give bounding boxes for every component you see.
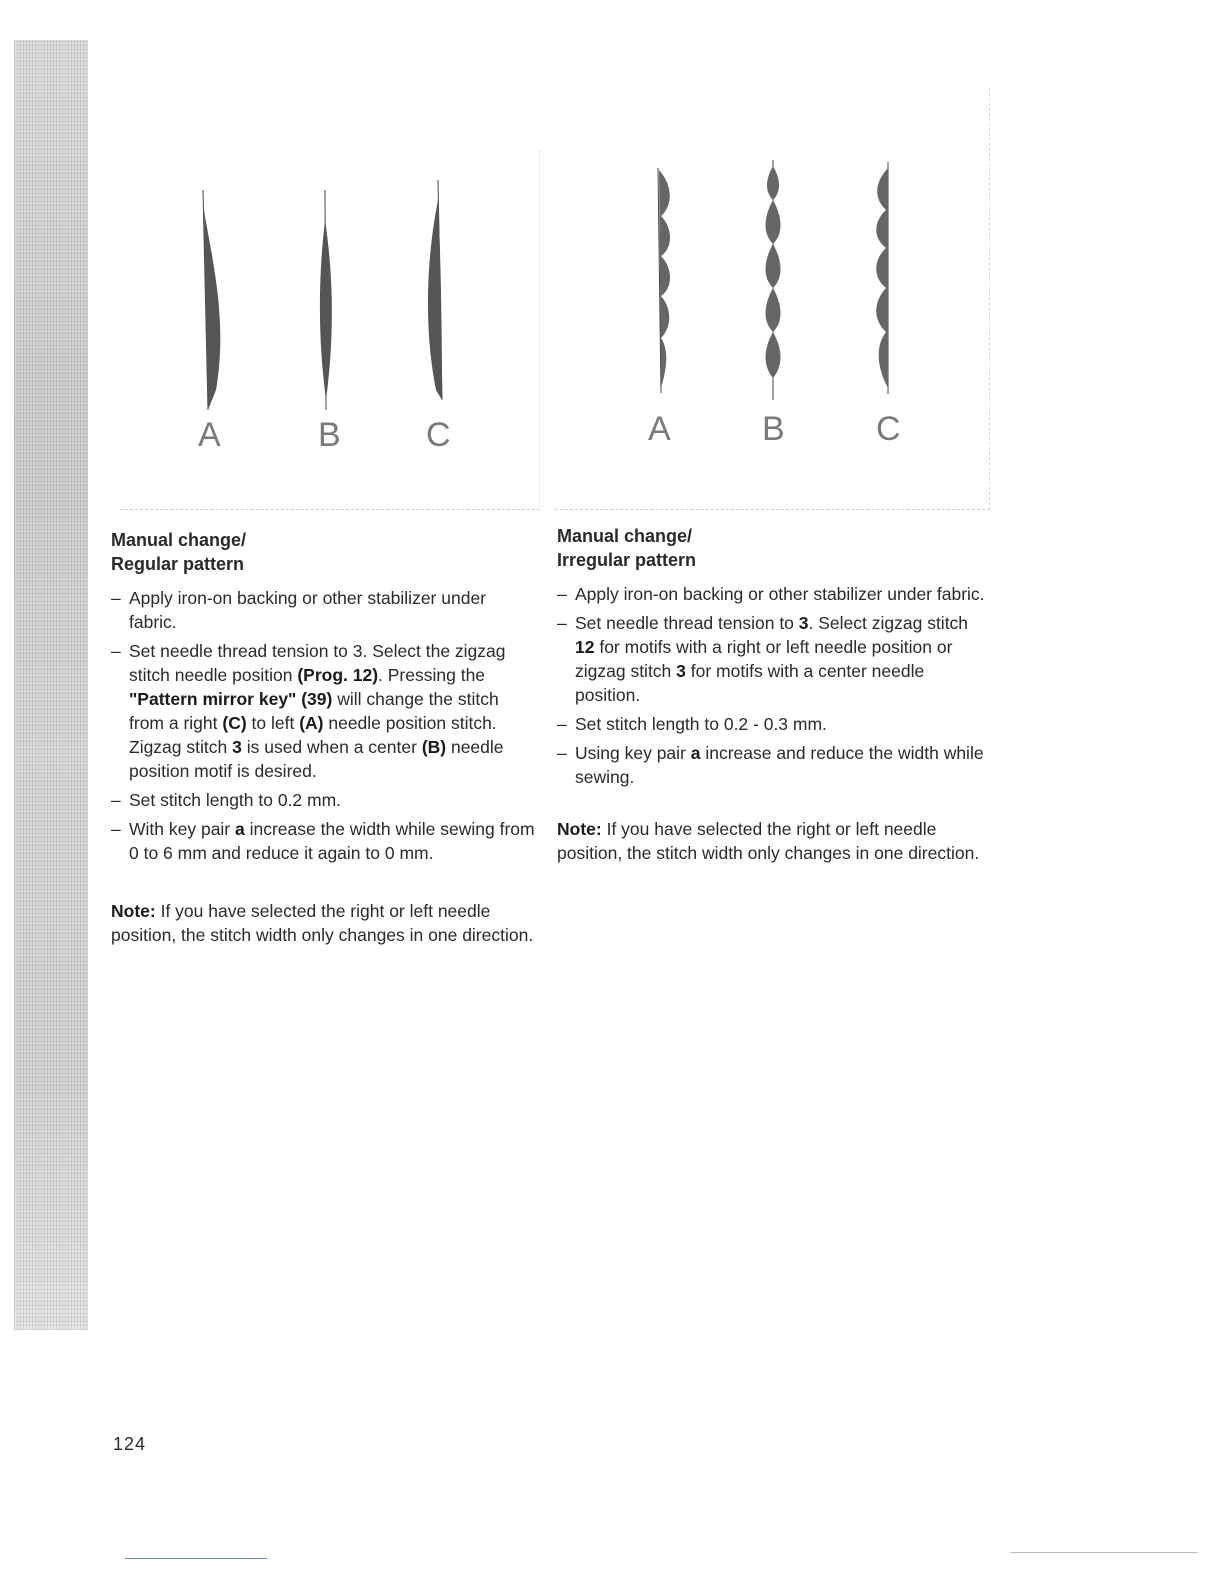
regular-pattern-section <box>111 528 536 965</box>
instruction-text: is used when a center <box>241 737 422 757</box>
instruction-text: for motifs with a center needle position. <box>575 661 925 705</box>
emphasis-text: (B) <box>421 737 447 757</box>
figure-label-c: C <box>876 410 901 448</box>
section-heading <box>111 528 536 576</box>
page-number: 124 <box>113 1434 147 1454</box>
instruction-text: for motifs with a right or left needle position or zigzag stitch <box>575 637 953 681</box>
instruction-item <box>111 586 536 634</box>
figure-label-c: C <box>426 416 451 454</box>
scanned-margin-strip <box>14 40 88 1330</box>
instruction-text: Using key pair <box>575 743 691 763</box>
note-text: If you have selected the right or left needle position, the stitch width only changes in one direction. <box>557 819 980 863</box>
irregular-pattern-figure <box>555 88 990 510</box>
heading-line-2: Irregular pattern <box>557 550 697 570</box>
emphasis-text: 3 <box>676 661 686 681</box>
instruction-text: needle position motif is desired. <box>129 737 504 781</box>
emphasis-text: "Pattern mirror key" (39) <box>129 689 333 709</box>
instruction-text: Set stitch length to 0.2 - 0.3 mm. <box>575 714 827 734</box>
emphasis-text: 3 <box>232 737 242 757</box>
instruction-item <box>111 788 536 812</box>
emphasis-text: 3 <box>798 613 809 633</box>
instruction-text: With key pair <box>129 819 235 839</box>
instruction-list <box>557 582 987 789</box>
instruction-list <box>111 586 536 865</box>
instruction-text: increase and reduce the width while sewing. <box>575 743 984 787</box>
instruction-text: . Select zigzag stitch <box>808 613 969 633</box>
section-heading <box>557 524 987 572</box>
emphasis-text: (Prog. 12) <box>297 665 379 685</box>
note-label: Note: <box>111 901 156 921</box>
instruction-text: Apply iron-on backing or other stabilizer under fabric. <box>129 588 486 632</box>
figure-label-b: B <box>762 410 785 448</box>
emphasis-text: 12 <box>575 637 595 657</box>
heading-line-1: Manual change/ <box>557 526 693 546</box>
note-label: Note: <box>557 819 602 839</box>
instruction-text: will change the stitch from a right <box>129 689 499 733</box>
emphasis-text: a <box>235 819 245 839</box>
figure-label-a: A <box>648 410 671 448</box>
instruction-item <box>557 611 987 707</box>
regular-pattern-figure <box>120 150 540 510</box>
instruction-item <box>557 582 987 606</box>
instruction-text: to left <box>246 713 300 733</box>
bottom-rule-right <box>1010 1552 1198 1553</box>
instruction-item <box>557 712 987 736</box>
emphasis-text: (C) <box>222 713 247 733</box>
instruction-text: Set needle thread tension to <box>575 613 799 633</box>
bottom-rule <box>125 1558 267 1559</box>
note-paragraph <box>111 899 536 947</box>
instruction-text: Set needle thread tension to 3. Select the zigzag stitch needle position <box>129 641 506 685</box>
instruction-text: Apply iron-on backing or other stabilizer under fabric. <box>575 584 985 604</box>
figure-label-a: A <box>198 416 221 454</box>
emphasis-text: (A) <box>299 713 324 733</box>
instruction-text: . Pressing the <box>378 665 486 685</box>
instruction-text: Set stitch length to 0.2 mm. <box>129 790 342 810</box>
note-paragraph <box>557 817 987 865</box>
figure-label-b: B <box>318 416 341 454</box>
heading-line-2: Regular pattern <box>111 554 245 574</box>
instruction-item <box>111 817 536 865</box>
emphasis-text: a <box>690 743 701 763</box>
irregular-pattern-section <box>557 524 987 883</box>
instruction-text: needle position stitch. Zigzag stitch <box>129 713 497 757</box>
instruction-text: increase the width while sewing from 0 to 6 mm and reduce it again to 0 mm. <box>129 819 535 863</box>
instruction-item <box>557 741 987 789</box>
instruction-item <box>111 639 536 783</box>
note-text: If you have selected the right or left needle position, the stitch width only changes in one direction. <box>111 901 534 945</box>
heading-line-1: Manual change/ <box>111 530 247 550</box>
